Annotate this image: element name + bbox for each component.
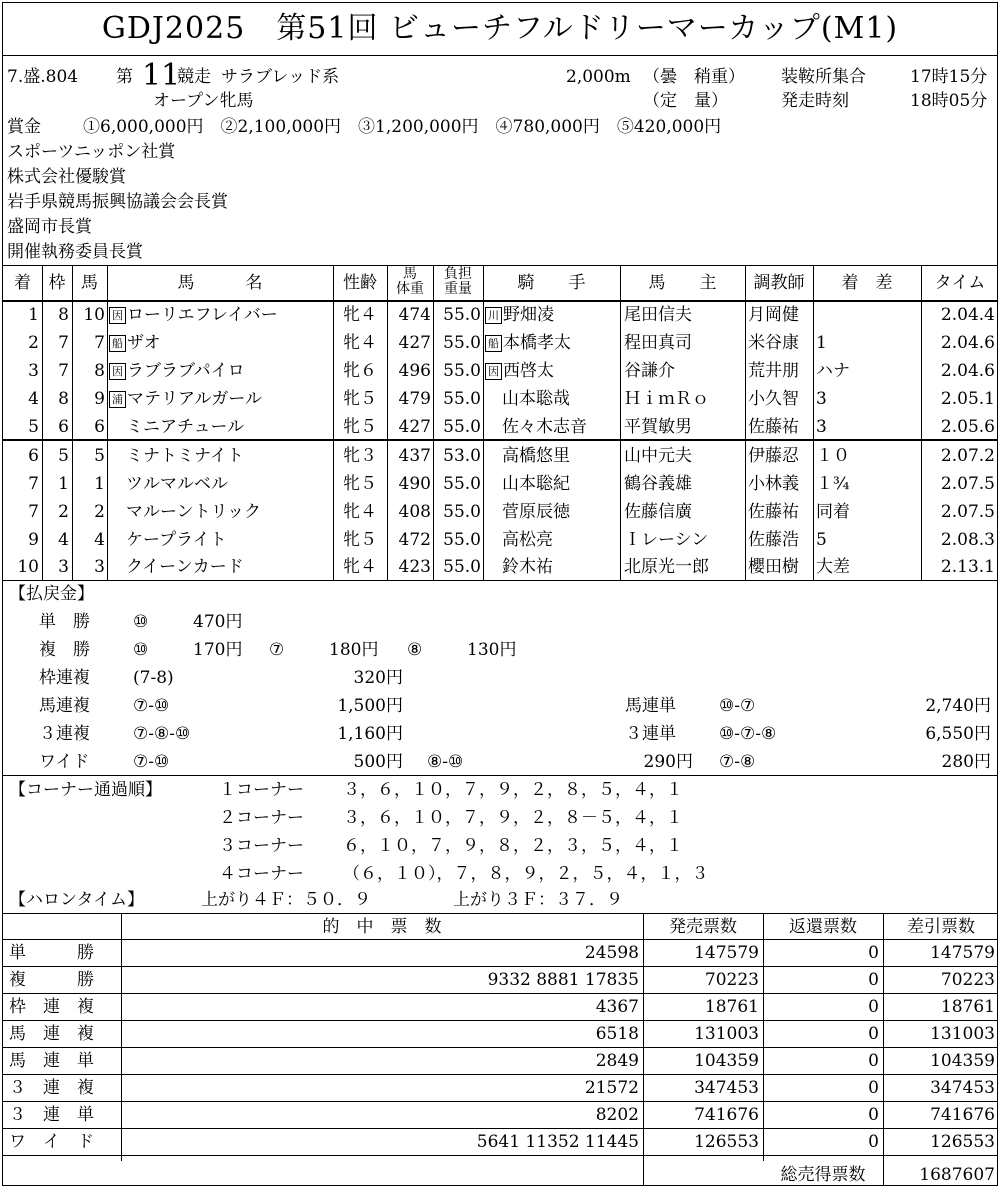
cell-frame: 7 <box>58 361 69 381</box>
payout-combo: ⑦-⑧-⑩ <box>133 724 191 744</box>
corners-heading: 【コーナー通過順】 <box>9 780 162 800</box>
cell-jockey <box>485 527 620 553</box>
cell-net: 70223 <box>940 970 995 990</box>
cell-weight: 479 <box>398 389 431 409</box>
cell-time: 2.07.5 <box>940 502 995 522</box>
cell-time: 2.05.1 <box>940 389 995 409</box>
cell-frame: 3 <box>58 557 69 577</box>
cell-rank: 1 <box>28 305 39 325</box>
col-sep <box>745 265 746 580</box>
cell-sexage: 牝５ <box>343 530 377 550</box>
cell-net: 131003 <box>930 1024 995 1044</box>
cell-text: ローリエフレイバー <box>127 305 278 325</box>
cell-sexage: 牝４ <box>343 333 377 353</box>
cell-sold: 131003 <box>694 1024 759 1044</box>
cell-margin: 3 <box>816 417 827 437</box>
award-item: 岩手県競馬振興協議会会長賞 <box>7 192 228 212</box>
payout-combo: ⑩ <box>133 612 149 632</box>
cell-margin: １０ <box>816 446 850 466</box>
cell-text: ミニアチュール <box>126 417 245 437</box>
cell-trainer: 米谷康 <box>748 333 799 353</box>
payout-amount: 2,740円 <box>925 696 991 716</box>
col-header-rank: 着 <box>14 273 31 293</box>
cell-text: 佐々木志音 <box>502 417 587 437</box>
corner-label: ４コーナー <box>219 864 304 884</box>
payout-amount: 1,160円 <box>337 724 403 744</box>
col-header-frame: 枠 <box>48 273 66 293</box>
race-no-prefix: 第 <box>116 67 133 87</box>
cell-jockey <box>485 386 620 412</box>
payout-combo: ⑦-⑩ <box>133 696 170 716</box>
cell-load: 53.0 <box>443 446 481 466</box>
cell-sold: 347453 <box>694 1078 759 1098</box>
cell-weight: 496 <box>398 361 431 381</box>
payout-label: ワイド <box>39 752 90 772</box>
cell-owner: 北原光一郎 <box>624 557 709 577</box>
cell-name <box>109 386 333 412</box>
cell-refund: 0 <box>868 1105 879 1125</box>
cell-refund: 0 <box>868 1078 879 1098</box>
cell-trainer: 佐藤祐 <box>748 417 799 437</box>
payout-label: 単 勝 <box>39 612 90 632</box>
cell-margin: 1 <box>816 333 827 353</box>
cell-load: 55.0 <box>443 361 481 381</box>
cell-weight: 427 <box>398 417 431 437</box>
col-header-trainer: 調教師 <box>753 273 805 293</box>
divider <box>3 775 997 776</box>
col-header-margin: 着 差 <box>841 273 893 293</box>
cell-type: ３ 連 単 <box>9 1105 94 1125</box>
cell-hits: 6518 <box>595 1024 639 1044</box>
race-number: 11 <box>142 58 181 93</box>
payout-label: 枠連複 <box>39 668 90 688</box>
cell-hits: 5641 11352 11445 <box>476 1132 639 1152</box>
cell-frame: 2 <box>58 502 69 522</box>
col-header-refund: 返還票数 <box>789 917 857 937</box>
cell-owner: 程田真司 <box>624 333 692 353</box>
col-header-sexage: 性齢 <box>343 273 377 293</box>
assemble-time: 17時15分 <box>910 67 988 87</box>
col-header-num: 馬 <box>81 273 98 293</box>
payout-label: ３連複 <box>39 724 90 744</box>
race-result-sheet <box>2 2 998 1186</box>
cell-frame: 6 <box>58 417 69 437</box>
cell-load: 55.0 <box>443 417 481 437</box>
cell-text: マルーントリック <box>126 502 261 522</box>
cell-sexage: 牝４ <box>343 557 377 577</box>
cell-num: 1 <box>94 474 105 494</box>
cell-frame: 8 <box>58 305 69 325</box>
divider <box>3 1155 998 1156</box>
assemble-label: 装鞍所集合 <box>781 67 866 87</box>
cell-hits: 21572 <box>584 1078 639 1098</box>
payout-combo: ⑩-⑦ <box>719 696 756 716</box>
corner-order: ６，１０，７，９，８，２，３，５，４，１ <box>343 836 683 856</box>
cell-trainer: 荒井朋 <box>748 361 799 381</box>
cell-name <box>109 554 333 580</box>
payout-combo: ⑧ <box>407 640 423 660</box>
cell-sold: 147579 <box>694 943 759 963</box>
affiliation-mark: 川 <box>485 307 502 324</box>
cell-owner: 平賀敏男 <box>624 417 692 437</box>
cell-text: 山本聡紀 <box>502 474 570 494</box>
cell-refund: 0 <box>868 1024 879 1044</box>
cell-rank: 4 <box>28 389 39 409</box>
payout-amount: 6,550円 <box>925 724 991 744</box>
cell-sold: 70223 <box>704 970 759 990</box>
affiliation-mark: 船 <box>109 335 126 352</box>
corner-order: ３，６，１０，７，９，２，８，５，４，１ <box>343 780 683 800</box>
cell-text: クイーンカード <box>126 557 244 577</box>
corner-order: ３，６，１０，７，９，２，８－５，４，１ <box>343 808 683 828</box>
cell-text: ラブラブパイロ <box>127 361 245 381</box>
cell-hits: 4367 <box>595 997 639 1017</box>
cell-net: 104359 <box>930 1051 995 1071</box>
payout-label: 馬連単 <box>625 696 676 716</box>
cell-num: 4 <box>94 530 105 550</box>
header-line: 重量 <box>444 281 472 297</box>
payout-combo: ⑩ <box>133 640 149 660</box>
cell-frame: 4 <box>58 530 69 550</box>
cell-sold: 741676 <box>694 1105 759 1125</box>
cell-load: 55.0 <box>443 389 481 409</box>
affiliation-mark: 因 <box>109 363 126 380</box>
cell-margin: ハナ <box>816 361 850 381</box>
distance: 2,000m <box>566 67 631 87</box>
cell-text: 鈴木祐 <box>502 557 553 577</box>
cell-hits: 9332 8881 17835 <box>487 970 639 990</box>
race-class: オープン牝馬 <box>153 91 254 111</box>
cell-text: ミナトミナイト <box>126 446 244 466</box>
cell-frame: 1 <box>58 474 69 494</box>
payout-amount: 1,500円 <box>337 696 403 716</box>
cell-text: ザオ <box>127 333 161 353</box>
cell-refund: 0 <box>868 1132 879 1152</box>
cell-time: 2.07.5 <box>940 474 995 494</box>
cell-frame: 8 <box>58 389 69 409</box>
cell-weight: 408 <box>398 502 431 522</box>
cell-load: 55.0 <box>443 305 481 325</box>
cell-sold: 18761 <box>704 997 759 1017</box>
cell-weight: 423 <box>398 557 431 577</box>
cell-jockey <box>485 471 620 497</box>
cell-weight: 427 <box>398 333 431 353</box>
cell-name <box>109 499 333 525</box>
cell-weight: 437 <box>398 446 431 466</box>
cell-jockey <box>485 330 620 356</box>
header-line: 負担 <box>444 266 472 282</box>
cell-owner: 鶴谷義雄 <box>624 474 692 494</box>
cell-type: 枠 連 複 <box>9 997 94 1017</box>
cell-owner: Ｉレーシン <box>624 530 709 550</box>
col-header-time: タイム <box>934 273 986 293</box>
cell-time: 2.05.6 <box>940 417 995 437</box>
cell-num: 2 <box>94 502 105 522</box>
header-line: 体重 <box>396 281 424 297</box>
cell-hits: 8202 <box>595 1105 639 1125</box>
cell-name <box>109 302 333 328</box>
cell-jockey <box>485 499 620 525</box>
cell-net: 18761 <box>940 997 995 1017</box>
cell-sexage: 牝４ <box>343 502 377 522</box>
cell-owner: 佐藤信廣 <box>624 502 692 522</box>
col-sep <box>483 265 484 580</box>
cell-num: 7 <box>94 333 105 353</box>
cell-num: 10 <box>83 305 105 325</box>
cell-type: 複 勝 <box>9 970 94 990</box>
cell-jockey <box>485 443 620 469</box>
cell-margin: 大差 <box>816 557 850 577</box>
cell-num: 8 <box>94 361 105 381</box>
cell-refund: 0 <box>868 1051 879 1071</box>
col-sep <box>620 265 621 580</box>
cell-trainer: 月岡健 <box>748 305 799 325</box>
cell-load: 55.0 <box>443 530 481 550</box>
cell-sold: 104359 <box>694 1051 759 1071</box>
cell-weight: 474 <box>398 305 431 325</box>
prize-amounts: ①6,000,000円 ②2,100,000円 ③1,200,000円 ④780,000円 ⑤420,000円 <box>83 117 722 137</box>
cell-type: ３ 連 複 <box>9 1078 94 1098</box>
cell-load: 55.0 <box>443 502 481 522</box>
affiliation-mark: 因 <box>109 307 126 324</box>
header-line: 馬 <box>403 266 417 282</box>
cell-name <box>109 471 333 497</box>
cell-text: 高橋悠里 <box>502 446 570 466</box>
cell-refund: 0 <box>868 943 879 963</box>
weight-condition: （定 量） <box>643 91 728 111</box>
cell-sexage: 牝５ <box>343 417 377 437</box>
cell-num: 5 <box>94 446 105 466</box>
col-sep <box>813 265 814 580</box>
payout-amount: 320円 <box>353 668 403 688</box>
cell-type: ワ イ ド <box>9 1132 94 1152</box>
cell-time: 2.04.6 <box>940 361 995 381</box>
breed: サラブレッド系 <box>221 67 340 87</box>
cell-rank: 6 <box>28 446 39 466</box>
col-header-owner: 馬 主 <box>648 273 717 293</box>
cell-load: 55.0 <box>443 333 481 353</box>
cell-text: 本橋孝太 <box>503 333 571 353</box>
cell-rank: 2 <box>28 333 39 353</box>
payout-combo: ⑦-⑩ <box>133 752 170 772</box>
corner-label: １コーナー <box>219 780 304 800</box>
cell-time: 2.04.4 <box>940 305 995 325</box>
affiliation-mark: 船 <box>485 335 502 352</box>
cell-rank: 9 <box>28 530 39 550</box>
race-no-suffix: 競走 <box>177 67 211 87</box>
affiliation-mark: 浦 <box>109 391 126 408</box>
award-item: 開催執務委員長賞 <box>7 242 143 262</box>
col-header-weight <box>387 267 433 297</box>
cell-trainer: 伊藤忍 <box>748 446 799 466</box>
prize-label: 賞金 <box>7 117 41 137</box>
furlong-last3: 上がり３Ｆ：３７．９ <box>453 890 623 910</box>
cell-time: 2.07.2 <box>940 446 995 466</box>
furlong-heading: 【ハロンタイム】 <box>9 890 144 910</box>
affiliation-mark: 因 <box>485 363 502 380</box>
col-header-net: 差引票数 <box>907 917 975 937</box>
cell-trainer: 佐藤浩 <box>748 530 799 550</box>
award-item: 盛岡市長賞 <box>7 217 92 237</box>
payout-combo: ⑦ <box>269 640 285 660</box>
cell-type: 馬 連 複 <box>9 1024 94 1044</box>
payout-heading: 【払戻金】 <box>9 584 94 604</box>
col-header-name: 馬 名 <box>177 273 263 293</box>
cell-owner: ＨｉｍＲｏ <box>624 389 709 409</box>
cell-margin: 同着 <box>816 502 850 522</box>
cell-name <box>109 330 333 356</box>
cell-time: 2.13.1 <box>940 557 995 577</box>
cell-sold: 126553 <box>694 1132 759 1152</box>
payout-amount: 280円 <box>941 752 991 772</box>
payout-amount: 500円 <box>353 752 403 772</box>
col-header-hits: 的 中 票 数 <box>322 917 442 937</box>
divider <box>3 55 997 56</box>
cell-jockey <box>485 414 620 440</box>
cell-num: 3 <box>94 557 105 577</box>
cell-hits: 2849 <box>595 1051 639 1071</box>
divider <box>3 580 998 581</box>
col-header-sold: 発売票数 <box>669 917 737 937</box>
cell-text: ツルマルベル <box>126 474 228 494</box>
cell-sexage: 牝３ <box>343 446 377 466</box>
award-item: 株式会社優駿賞 <box>7 167 126 187</box>
cell-jockey <box>485 302 620 328</box>
cell-name <box>109 443 333 469</box>
cell-trainer: 小久智 <box>748 389 799 409</box>
cell-text: 高松亮 <box>502 530 553 550</box>
cell-rank: 10 <box>17 557 39 577</box>
cell-time: 2.04.6 <box>940 333 995 353</box>
col-header-load <box>433 267 483 297</box>
cell-rank: 7 <box>28 502 39 522</box>
cell-text: 山本聡哉 <box>502 389 570 409</box>
cell-weight: 490 <box>398 474 431 494</box>
corner-label: ３コーナー <box>219 836 304 856</box>
cell-frame: 7 <box>58 333 69 353</box>
track-condition: （曇 稍重） <box>643 67 745 87</box>
col-sep <box>107 265 108 580</box>
cell-text: 西啓太 <box>503 361 554 381</box>
cell-net: 126553 <box>930 1132 995 1152</box>
cell-type: 馬 連 単 <box>9 1051 94 1071</box>
payout-label: ３連単 <box>625 724 676 744</box>
cell-rank: 3 <box>28 361 39 381</box>
cell-margin: 3 <box>816 389 827 409</box>
cell-margin <box>816 302 921 328</box>
cell-sexage: 牝５ <box>343 389 377 409</box>
cell-owner: 尾田信夫 <box>624 305 692 325</box>
cell-num: 6 <box>94 417 105 437</box>
cell-time: 2.08.3 <box>940 530 995 550</box>
cell-owner: 山中元夫 <box>624 446 692 466</box>
cell-rank: 7 <box>28 474 39 494</box>
cell-frame: 5 <box>58 446 69 466</box>
page-title: GDJ2025 第51回 ビューチフルドリーマーカップ(M1) <box>101 11 899 46</box>
votes-table <box>3 913 998 1186</box>
corner-order: （６，１０），７，８，９，２，５，４，１，３ <box>343 864 709 884</box>
cell-hits: 24598 <box>584 943 639 963</box>
cell-rank: 5 <box>28 417 39 437</box>
payout-combo: (7-8) <box>133 668 174 688</box>
payout-label: 複 勝 <box>39 640 90 660</box>
total-label: 総売得票数 <box>780 1165 866 1185</box>
cell-name <box>109 527 333 553</box>
cell-trainer: 佐藤祐 <box>748 502 799 522</box>
cell-text: 野畑凌 <box>503 305 554 325</box>
cell-net: 347453 <box>930 1078 995 1098</box>
cell-text: ケープライト <box>126 530 227 550</box>
cell-owner: 谷謙介 <box>624 361 675 381</box>
payout-amount: 130円 <box>467 640 517 660</box>
cell-jockey <box>485 358 620 384</box>
payout-label: 馬連複 <box>39 696 90 716</box>
start-time: 18時05分 <box>910 91 988 111</box>
payout-combo: ⑦-⑧ <box>719 752 756 772</box>
start-label: 発走時刻 <box>781 91 849 111</box>
payout-combo: ⑧-⑩ <box>427 752 464 772</box>
cell-net: 741676 <box>930 1105 995 1125</box>
cell-name <box>109 358 333 384</box>
cell-refund: 0 <box>868 970 879 990</box>
cell-sexage: 牝６ <box>343 361 377 381</box>
cell-text: マテリアルガール <box>127 389 262 409</box>
cell-type: 単 勝 <box>9 943 94 963</box>
cell-margin: １¾ <box>816 474 850 494</box>
cell-weight: 472 <box>398 530 431 550</box>
furlong-last4: 上がり４Ｆ：５０．９ <box>201 890 371 910</box>
results-table <box>3 265 998 581</box>
meeting-code: 7.盛.804 <box>7 67 79 87</box>
cell-num: 9 <box>94 389 105 409</box>
cell-margin: 5 <box>816 530 827 550</box>
cell-jockey <box>485 554 620 580</box>
cell-trainer: 櫻田樹 <box>748 557 799 577</box>
cell-refund: 0 <box>868 997 879 1017</box>
payout-amount: 180円 <box>329 640 379 660</box>
cell-sexage: 牝５ <box>343 474 377 494</box>
cell-load: 55.0 <box>443 557 481 577</box>
col-header-jockey: 騎 手 <box>517 273 586 293</box>
cell-text: 菅原辰徳 <box>502 502 570 522</box>
payout-amount: 290円 <box>643 752 693 772</box>
cell-net: 147579 <box>930 943 995 963</box>
total-value: 1687607 <box>919 1165 995 1185</box>
cell-load: 55.0 <box>443 474 481 494</box>
payout-amount: 470円 <box>193 612 243 632</box>
payout-amount: 170円 <box>193 640 243 660</box>
cell-sexage: 牝４ <box>343 305 377 325</box>
award-item: スポーツニッポン社賞 <box>7 142 176 162</box>
payout-combo: ⑩-⑦-⑧ <box>719 724 777 744</box>
corner-label: ２コーナー <box>219 808 304 828</box>
cell-name <box>109 414 333 440</box>
cell-trainer: 小林義 <box>748 474 799 494</box>
